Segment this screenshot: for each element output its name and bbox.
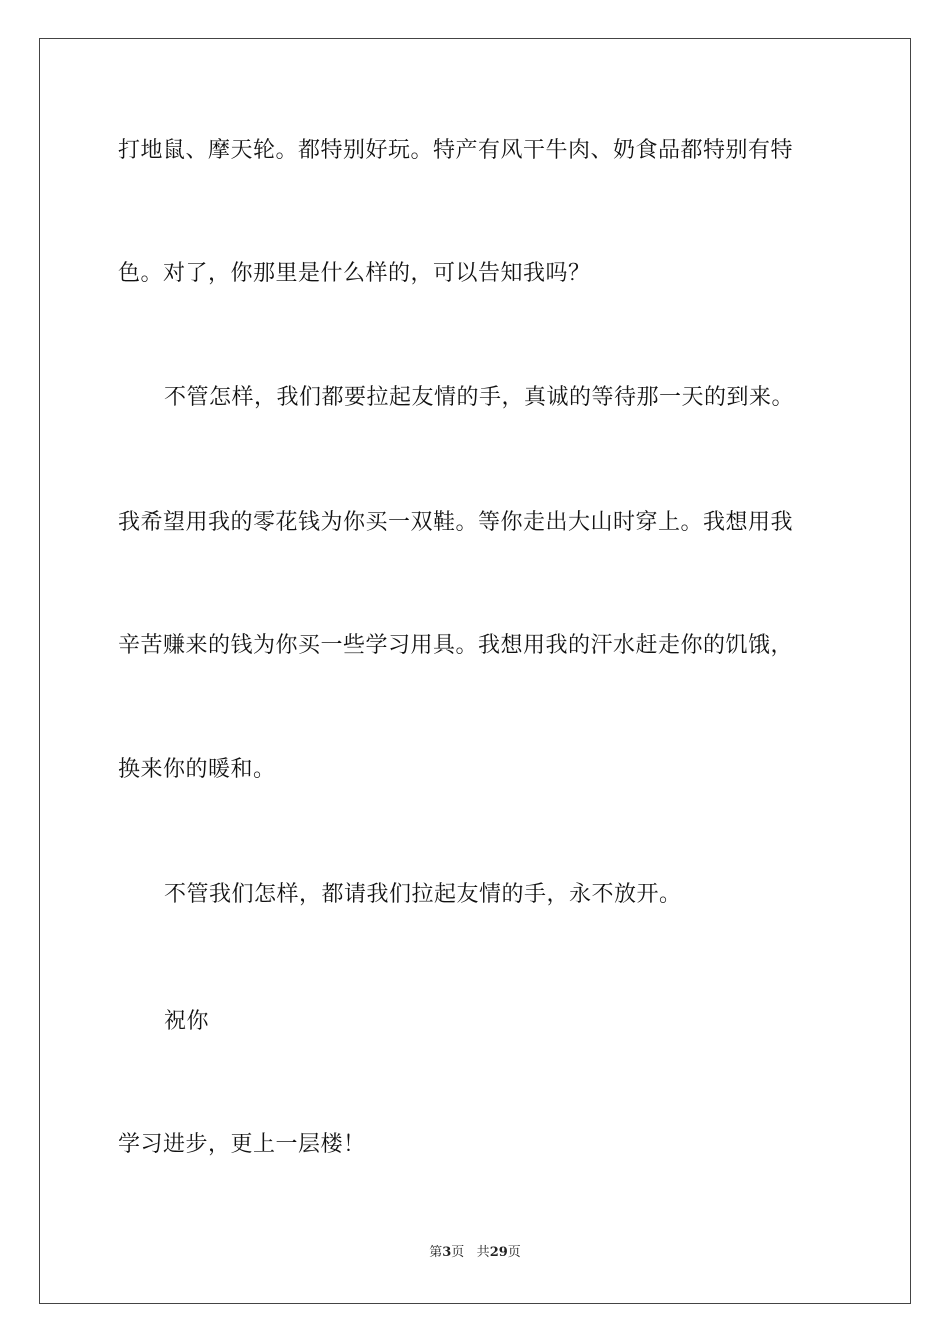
footer-page-suffix: 页	[451, 1245, 465, 1260]
paragraph-line-7: 不管我们怎样，都请我们拉起友情的手，永不放开。	[164, 882, 682, 907]
footer-total-prefix: 共	[476, 1245, 490, 1260]
paragraph-line-4: 我希望用我的零花钱为你买一双鞋。等你走出大山时穿上。我想用我	[118, 510, 794, 535]
footer-total-suffix: 页	[507, 1245, 521, 1260]
page-footer	[0, 1244, 950, 1262]
page-border	[39, 38, 911, 1304]
paragraph-line-5: 辛苦赚来的钱为你买一些学习用具。我想用我的汗水赶走你的饥饿，	[118, 633, 794, 658]
paragraph-line-3: 不管怎样，我们都要拉起友情的手，真诚的等待那一天的到来。	[164, 385, 795, 410]
footer-page-number: 3	[442, 1245, 452, 1260]
closing-wish-line: 学习进步，更上一层楼！	[118, 1132, 366, 1157]
footer-page-prefix: 第	[429, 1245, 443, 1260]
paragraph-line-1: 打地鼠、摩天轮。都特别好玩。特产有风干牛肉、奶食品都特别有特	[118, 138, 794, 163]
greeting-line: 祝你	[164, 1009, 210, 1034]
paragraph-line-6: 换来你的暖和。	[118, 757, 276, 782]
footer-total-pages: 29	[489, 1245, 508, 1260]
paragraph-line-2: 色。对了，你那里是什么样的，可以告知我吗？	[118, 261, 591, 286]
